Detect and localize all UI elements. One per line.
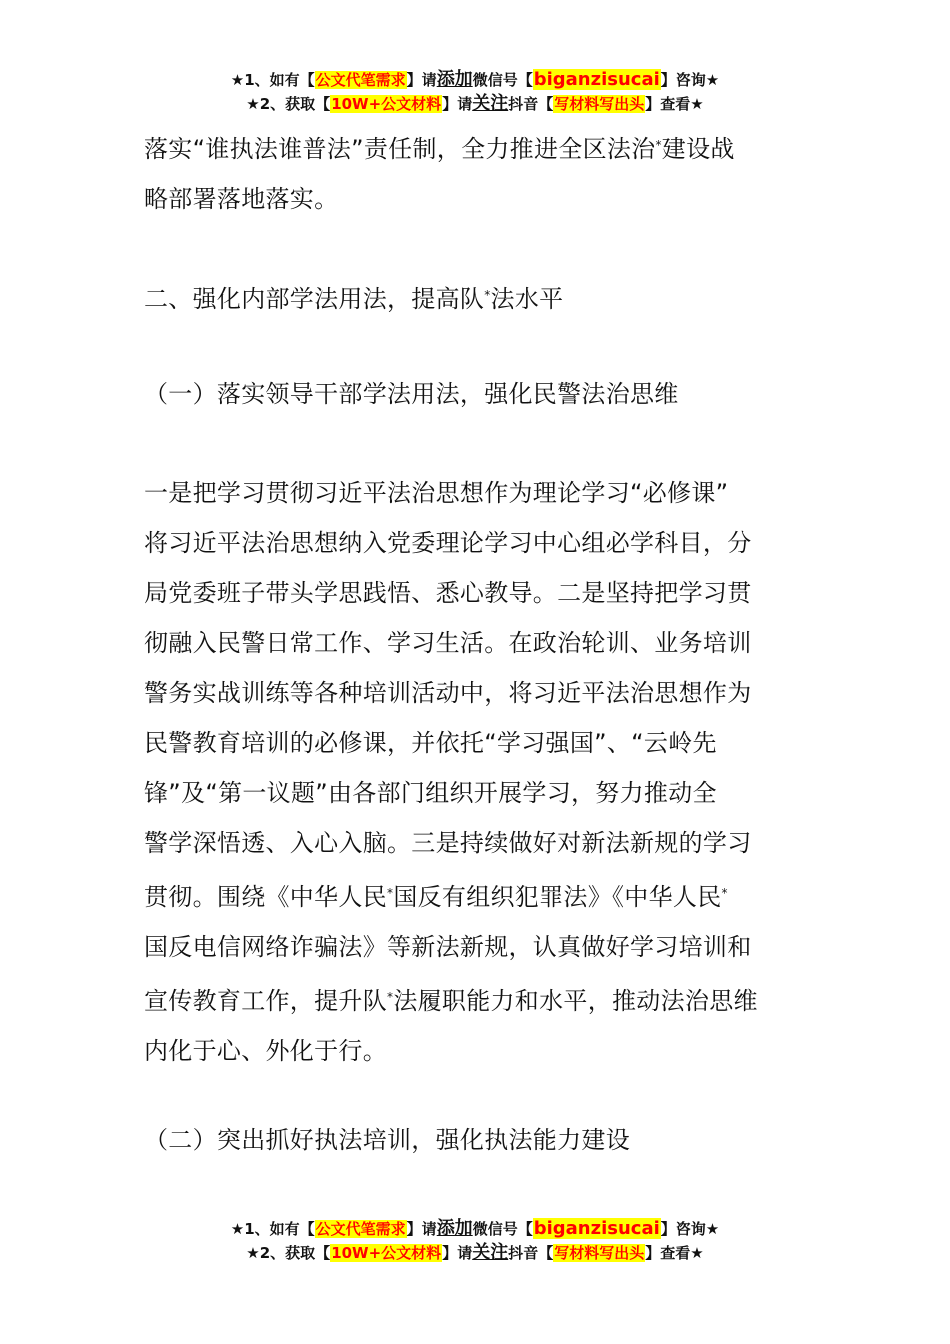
footer-highlight-wechat-id: biganzisucai [533, 1218, 660, 1239]
footer-highlight-materials: 10W+公文材料 [331, 1244, 442, 1262]
paragraph-1-line-2: 略部署落地落实。 [144, 185, 339, 213]
banner-line-1: ★1、如有【公文代笔需求】请添加微信号【biganzisucai】咨询★ [230, 69, 720, 90]
document-body [144, 120, 812, 224]
header-banner [0, 68, 950, 116]
highlight-douyin: 写材料写出头 [554, 95, 645, 113]
section-heading: 二、强化内部学法用法，提高队*法水平 [144, 285, 564, 313]
banner-line-2: ★2、获取【10W+公文材料】请关注抖音【写材料写出头】查看★ [246, 93, 704, 114]
highlight-materials: 10W+公文材料 [331, 95, 442, 113]
footer-highlight-douyin: 写材料写出头 [554, 1244, 645, 1262]
footer-banner [0, 1217, 950, 1265]
paragraph-2: 一是把学习贯彻习近平法治思想作为理论学习“必修课” 将习近平法治思想纳入党委理论学习中心组必学科目，分 局党委班子带头学思践悟、悉心教导。二是坚持把学习贯 彻融入民警日常工作、学习生活。在政治轮训、业务培训 警务实战训练等各种培训活动中，将习近平法治思想作为 民警教育培训的必修课，并依托“学习强国”、“云岭先 锋”及“第一议题”由各部门组织开展学习，努力推动全 警学深悟透、入心入脑。三是持续做好对新法新规的学习 贯彻。围绕《中华人民*国反有组织犯罪法》《中华人民* 国反电信网络诈骗法》等新法新规，认真做好学习培训和 宣传教育工作，提升队*法履职能力和水平，推动法治思维 内化于心、外化于行。 [144, 479, 758, 1065]
footer-highlight-service: 公文代笔需求 [315, 1220, 406, 1238]
subsection-heading-2: （二）突出抓好执法培训，强化执法能力建设 [144, 1126, 630, 1154]
highlight-service: 公文代笔需求 [315, 71, 406, 89]
footer-line-2: ★2、获取【10W+公文材料】请关注抖音【写材料写出头】查看★ [246, 1242, 704, 1263]
highlight-wechat-id: biganzisucai [533, 69, 660, 90]
paragraph-1-line-1: 落实“谁执法谁普法”责任制，全力推进全区法治*建设战 [144, 135, 735, 163]
subsection-heading-1: （一）落实领导干部学法用法，强化民警法治思维 [144, 380, 679, 408]
footer-line-1: ★1、如有【公文代笔需求】请添加微信号【biganzisucai】咨询★ [230, 1218, 720, 1239]
